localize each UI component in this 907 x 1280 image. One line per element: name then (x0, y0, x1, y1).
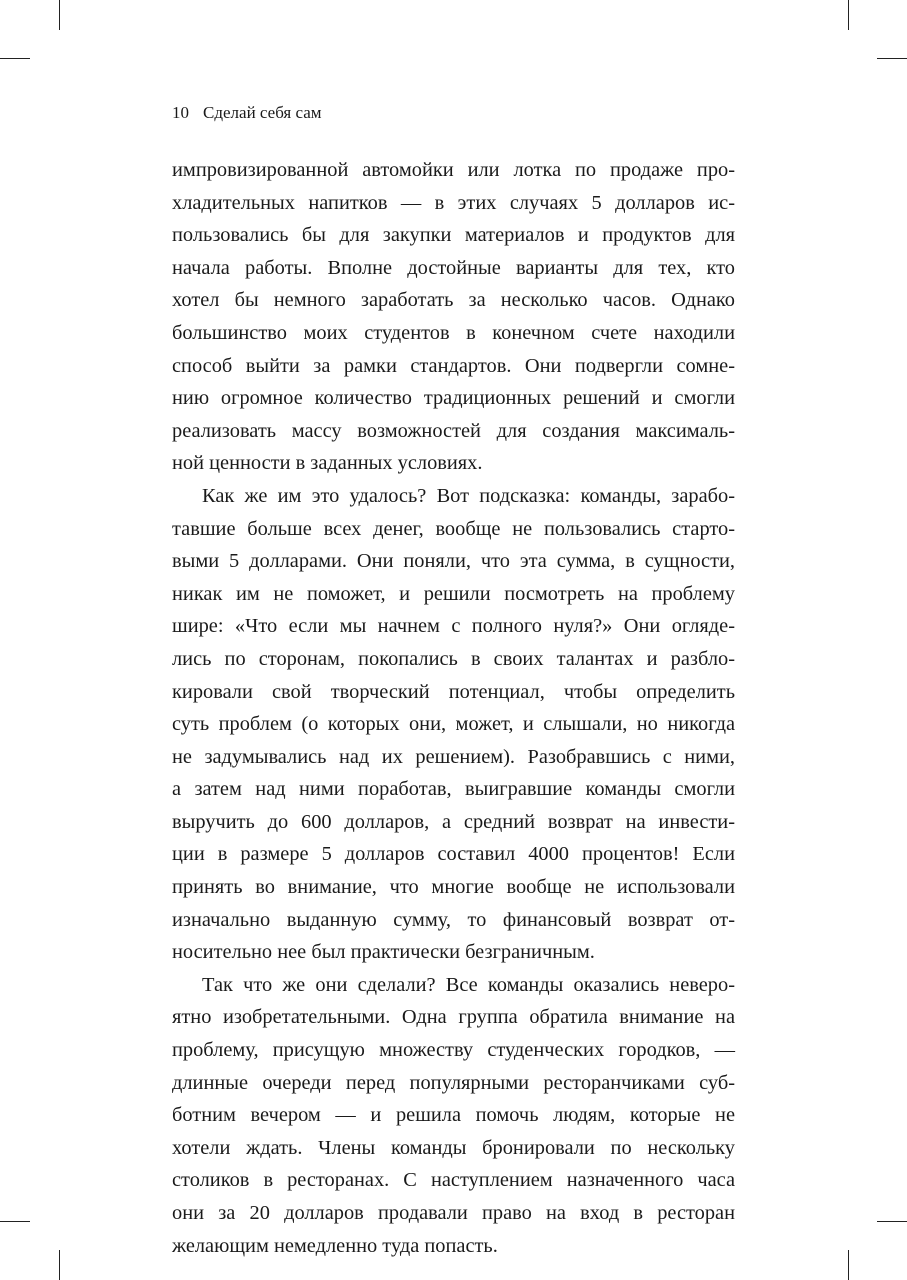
text-line: выми 5 долларами. Они поняли, что эта сумма, в сущности, (172, 550, 735, 573)
running-head (172, 102, 322, 124)
text-line: выручить до 600 долларов, а средний возврат на инвести- (172, 810, 735, 833)
crop-mark-top-right-horizontal (877, 58, 907, 59)
text-line: никак им не поможет, и решили посмотреть на проблему (172, 582, 735, 605)
crop-mark-bottom-left-vertical (59, 1250, 60, 1280)
text-line: шире: «Что если мы начнем с полного нуля?» Они огляде- (172, 615, 735, 638)
book-title: Сделай себя сам (203, 103, 322, 122)
text-line: ботним вечером — и решила помочь людям, которые не (172, 1104, 735, 1127)
text-line: хотел бы немного заработать за несколько часов. Однако (172, 289, 735, 312)
crop-mark-bottom-left-horizontal (0, 1221, 30, 1222)
text-line: длинные очереди перед популярными ресторанчиками суб- (172, 1071, 735, 1094)
text-line: принять во внимание, что многие вообще не использовали (172, 876, 735, 899)
crop-mark-top-right-vertical (848, 0, 849, 30)
text-line: хладительных напитков — в этих случаях 5 долларов ис- (172, 191, 735, 214)
text-line: пользовались бы для закупки материалов и продуктов для (172, 224, 735, 247)
text-line: Так что же они сделали? Все команды оказались неверо- (202, 973, 735, 996)
text-line: реализовать массу возможностей для создания максималь- (172, 419, 735, 442)
text-line: изначально выданную сумму, то финансовый возврат от- (172, 908, 735, 931)
text-line: носительно нее был практически безграничным. (172, 941, 595, 964)
page-number: 10 (172, 103, 189, 122)
text-line: Как же им это удалось? Вот подсказка: команды, зарабо- (202, 484, 735, 507)
crop-mark-bottom-right-vertical (848, 1250, 849, 1280)
text-line: столиков в ресторанах. С наступлением назначенного часа (172, 1169, 735, 1192)
paragraph (172, 480, 735, 969)
text-line: большинство моих студентов в конечном счете находили (172, 321, 735, 344)
text-line: не задумывались над их решением). Разобравшись с ними, (172, 745, 735, 768)
text-line: способ выйти за рамки стандартов. Они подвергли сомне- (172, 354, 735, 377)
text-line: начала работы. Вполне достойные варианты для тех, кто (172, 256, 735, 279)
crop-mark-bottom-right-horizontal (877, 1221, 907, 1222)
text-line: нию огромное количество традиционных решений и смогли (172, 387, 735, 410)
text-line: импровизированной автомойки или лотка по продаже про- (172, 159, 735, 181)
text-line: проблему, присущую множеству студенческих городков, — (172, 1039, 735, 1062)
text-line: лись по сторонам, покопались в своих талантах и разбло- (172, 647, 735, 670)
text-line: суть проблем (о которых они, может, и слышали, но никогда (172, 713, 735, 736)
crop-mark-top-left-vertical (59, 0, 60, 30)
paragraph (172, 154, 735, 480)
crop-mark-top-left-horizontal (0, 58, 30, 59)
text-line: ятно изобретательными. Одна группа обратила внимание на (172, 1006, 735, 1029)
text-line: кировали свой творческий потенциал, чтобы определить (172, 680, 735, 703)
text-line: желающим немедленно туда попасть. (172, 1234, 498, 1257)
text-line: хотели ждать. Члены команды бронировали по нескольку (172, 1136, 735, 1159)
text-line: а затем над ними поработав, выигравшие команды смогли (172, 778, 735, 801)
text-line: тавшие больше всех денег, вообще не пользовались старто- (172, 517, 735, 540)
body-text (172, 154, 735, 1262)
text-line: ной ценности в заданных условиях. (172, 452, 483, 475)
text-line: они за 20 долларов продавали право на вход в ресторан (172, 1202, 735, 1224)
paragraph (172, 969, 735, 1262)
text-line: ции в размере 5 долларов составил 4000 процентов! Если (172, 843, 735, 866)
